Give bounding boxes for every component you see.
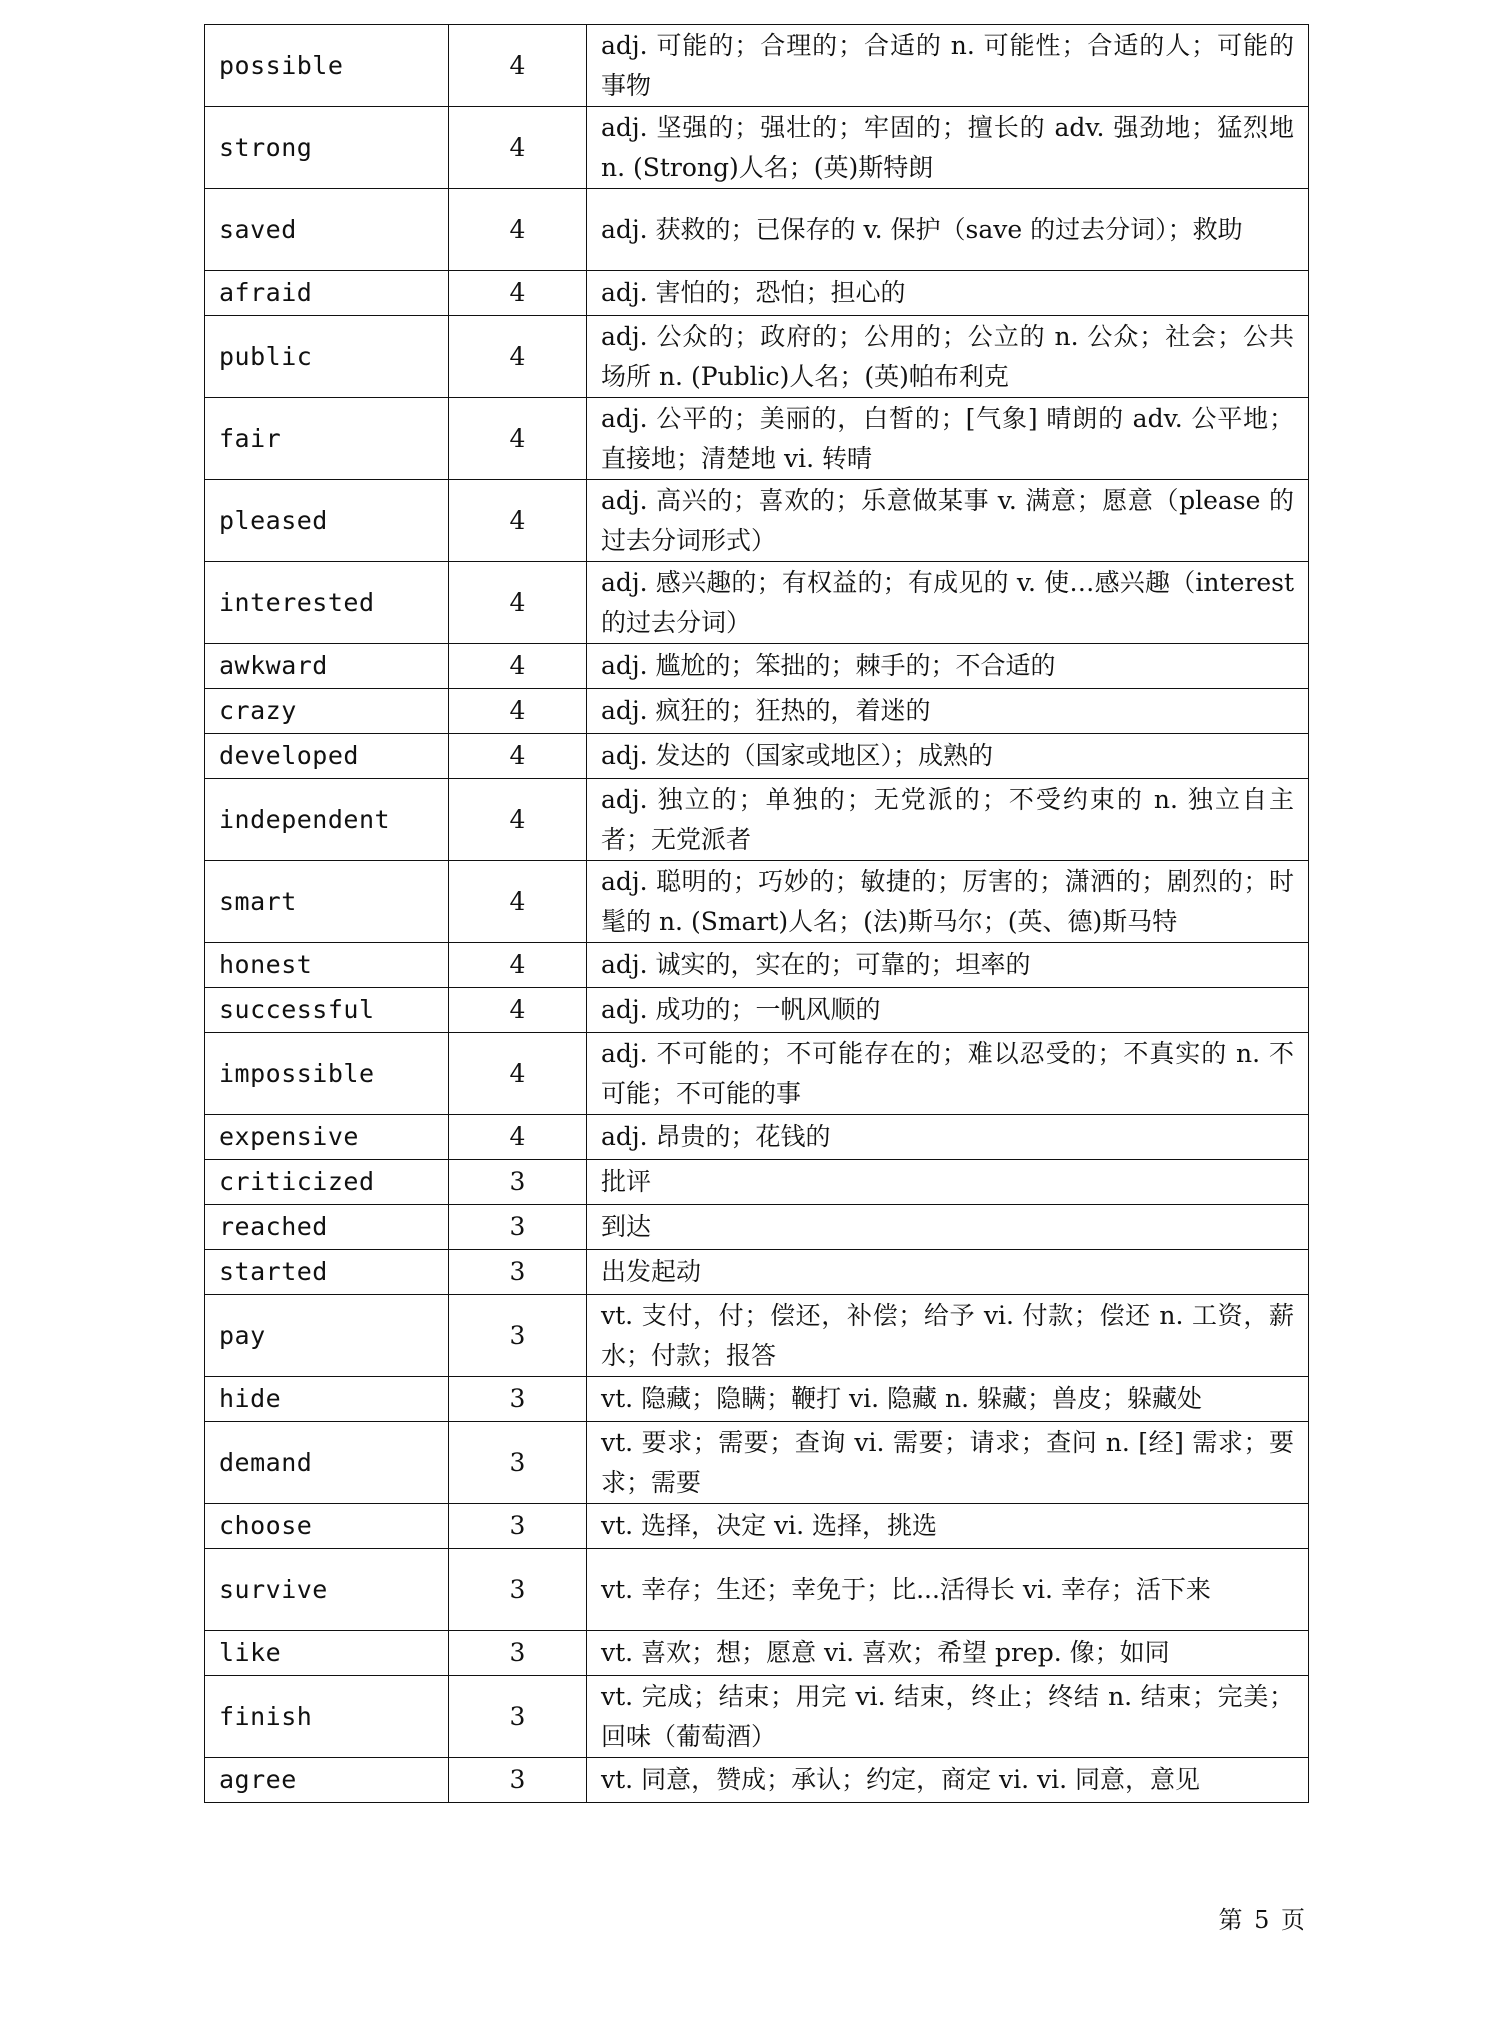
count-cell: 4 bbox=[449, 316, 587, 398]
table-row bbox=[205, 480, 1309, 562]
count-cell: 4 bbox=[449, 25, 587, 107]
word-cell: finish bbox=[205, 1676, 449, 1758]
count-cell: 4 bbox=[449, 107, 587, 189]
definition-cell: vt. 要求；需要；查询 vi. 需要；请求；查问 n. [经] 需求；要求；需要 bbox=[587, 1422, 1309, 1504]
definition-cell: adj. 坚强的；强壮的；牢固的；擅长的 adv. 强劲地；猛烈地 n. (Strong)人名；(英)斯特朗 bbox=[587, 107, 1309, 189]
word-cell: hide bbox=[205, 1377, 449, 1422]
table-row bbox=[205, 689, 1309, 734]
definition-cell: adj. 疯狂的；狂热的，着迷的 bbox=[587, 689, 1309, 734]
definition-cell: adj. 尴尬的；笨拙的；棘手的；不合适的 bbox=[587, 644, 1309, 689]
count-cell: 3 bbox=[449, 1160, 587, 1205]
definition-cell: adj. 成功的；一帆风顺的 bbox=[587, 988, 1309, 1033]
word-cell: agree bbox=[205, 1758, 449, 1803]
count-cell: 3 bbox=[449, 1205, 587, 1250]
table-row bbox=[205, 1115, 1309, 1160]
definition-cell: adj. 公平的；美丽的，白皙的；[气象] 晴朗的 adv. 公平地；直接地；清楚地 vi. 转晴 bbox=[587, 398, 1309, 480]
definition-cell: adj. 感兴趣的；有权益的；有成见的 v. 使…感兴趣（interest 的过去分词） bbox=[587, 562, 1309, 644]
definition-cell: adj. 聪明的；巧妙的；敏捷的；厉害的；潇洒的；剧烈的；时髦的 n. (Smart)人名；(法)斯马尔；(英、德)斯马特 bbox=[587, 861, 1309, 943]
word-cell: fair bbox=[205, 398, 449, 480]
definition-cell: vt. 完成；结束；用完 vi. 结束，终止；终结 n. 结束；完美；回味（葡萄酒） bbox=[587, 1676, 1309, 1758]
table-row bbox=[205, 1676, 1309, 1758]
word-cell: expensive bbox=[205, 1115, 449, 1160]
table-row bbox=[205, 1033, 1309, 1115]
word-cell: awkward bbox=[205, 644, 449, 689]
definition-cell: adj. 获救的；已保存的 v. 保护（save 的过去分词）；救助 bbox=[587, 189, 1309, 271]
definition-cell: 批评 bbox=[587, 1160, 1309, 1205]
table-row bbox=[205, 1504, 1309, 1549]
table-row bbox=[205, 644, 1309, 689]
count-cell: 4 bbox=[449, 271, 587, 316]
count-cell: 3 bbox=[449, 1504, 587, 1549]
word-cell: honest bbox=[205, 943, 449, 988]
page-number: 第 5 页 bbox=[1218, 1906, 1307, 1934]
table-row bbox=[205, 1295, 1309, 1377]
count-cell: 3 bbox=[449, 1377, 587, 1422]
definition-cell: adj. 公众的；政府的；公用的；公立的 n. 公众；社会；公共场所 n. (Public)人名；(英)帕布利克 bbox=[587, 316, 1309, 398]
table-row bbox=[205, 189, 1309, 271]
definition-cell: adj. 害怕的；恐怕；担心的 bbox=[587, 271, 1309, 316]
word-cell: pay bbox=[205, 1295, 449, 1377]
count-cell: 3 bbox=[449, 1758, 587, 1803]
definition-cell: vt. 选择，决定 vi. 选择，挑选 bbox=[587, 1504, 1309, 1549]
table-row bbox=[205, 1160, 1309, 1205]
table-row bbox=[205, 1377, 1309, 1422]
count-cell: 3 bbox=[449, 1549, 587, 1631]
word-cell: choose bbox=[205, 1504, 449, 1549]
table-row bbox=[205, 734, 1309, 779]
definition-cell: 出发起动 bbox=[587, 1250, 1309, 1295]
definition-cell: adj. 可能的；合理的；合适的 n. 可能性；合适的人；可能的事物 bbox=[587, 25, 1309, 107]
table-row bbox=[205, 1205, 1309, 1250]
count-cell: 4 bbox=[449, 189, 587, 271]
definition-cell: adj. 高兴的；喜欢的；乐意做某事 v. 满意；愿意（please 的过去分词形式） bbox=[587, 480, 1309, 562]
count-cell: 4 bbox=[449, 861, 587, 943]
word-cell: pleased bbox=[205, 480, 449, 562]
table-row bbox=[205, 1758, 1309, 1803]
table-row bbox=[205, 1250, 1309, 1295]
word-cell: smart bbox=[205, 861, 449, 943]
count-cell: 4 bbox=[449, 398, 587, 480]
definition-cell: adj. 诚实的，实在的；可靠的；坦率的 bbox=[587, 943, 1309, 988]
table-row bbox=[205, 271, 1309, 316]
definition-cell: adj. 昂贵的；花钱的 bbox=[587, 1115, 1309, 1160]
word-cell: survive bbox=[205, 1549, 449, 1631]
word-cell: started bbox=[205, 1250, 449, 1295]
count-cell: 4 bbox=[449, 480, 587, 562]
table-row bbox=[205, 1549, 1309, 1631]
table-row bbox=[205, 988, 1309, 1033]
table-row bbox=[205, 1631, 1309, 1676]
count-cell: 4 bbox=[449, 943, 587, 988]
word-cell: criticized bbox=[205, 1160, 449, 1205]
count-cell: 3 bbox=[449, 1422, 587, 1504]
word-cell: independent bbox=[205, 779, 449, 861]
word-cell: demand bbox=[205, 1422, 449, 1504]
table-row bbox=[205, 562, 1309, 644]
word-cell: crazy bbox=[205, 689, 449, 734]
count-cell: 4 bbox=[449, 1033, 587, 1115]
count-cell: 4 bbox=[449, 988, 587, 1033]
word-cell: interested bbox=[205, 562, 449, 644]
count-cell: 3 bbox=[449, 1295, 587, 1377]
word-cell: like bbox=[205, 1631, 449, 1676]
table-row bbox=[205, 398, 1309, 480]
definition-cell: adj. 不可能的；不可能存在的；难以忍受的；不真实的 n. 不可能；不可能的事 bbox=[587, 1033, 1309, 1115]
definition-cell: vt. 同意，赞成；承认；约定，商定 vi. vi. 同意，意见 bbox=[587, 1758, 1309, 1803]
count-cell: 4 bbox=[449, 562, 587, 644]
count-cell: 3 bbox=[449, 1250, 587, 1295]
vocabulary-table bbox=[204, 24, 1309, 1803]
table-row bbox=[205, 861, 1309, 943]
word-cell: saved bbox=[205, 189, 449, 271]
count-cell: 4 bbox=[449, 1115, 587, 1160]
count-cell: 4 bbox=[449, 734, 587, 779]
table-row bbox=[205, 107, 1309, 189]
word-cell: afraid bbox=[205, 271, 449, 316]
word-cell: strong bbox=[205, 107, 449, 189]
table-row bbox=[205, 943, 1309, 988]
word-cell: public bbox=[205, 316, 449, 398]
count-cell: 4 bbox=[449, 689, 587, 734]
definition-cell: vt. 幸存；生还；幸免于；比...活得长 vi. 幸存；活下来 bbox=[587, 1549, 1309, 1631]
definition-cell: adj. 发达的（国家或地区）；成熟的 bbox=[587, 734, 1309, 779]
word-cell: developed bbox=[205, 734, 449, 779]
definition-cell: vt. 支付，付；偿还，补偿；给予 vi. 付款；偿还 n. 工资，薪水；付款；报答 bbox=[587, 1295, 1309, 1377]
count-cell: 4 bbox=[449, 644, 587, 689]
count-cell: 4 bbox=[449, 779, 587, 861]
word-cell: impossible bbox=[205, 1033, 449, 1115]
table-row bbox=[205, 25, 1309, 107]
table-row bbox=[205, 779, 1309, 861]
table-row bbox=[205, 316, 1309, 398]
definition-cell: adj. 独立的；单独的；无党派的；不受约束的 n. 独立自主者；无党派者 bbox=[587, 779, 1309, 861]
definition-cell: 到达 bbox=[587, 1205, 1309, 1250]
table-row bbox=[205, 1422, 1309, 1504]
word-cell: reached bbox=[205, 1205, 449, 1250]
word-cell: possible bbox=[205, 25, 449, 107]
count-cell: 3 bbox=[449, 1631, 587, 1676]
definition-cell: vt. 隐藏；隐瞒；鞭打 vi. 隐藏 n. 躲藏；兽皮；躲藏处 bbox=[587, 1377, 1309, 1422]
word-cell: successful bbox=[205, 988, 449, 1033]
count-cell: 3 bbox=[449, 1676, 587, 1758]
definition-cell: vt. 喜欢；想；愿意 vi. 喜欢；希望 prep. 像；如同 bbox=[587, 1631, 1309, 1676]
